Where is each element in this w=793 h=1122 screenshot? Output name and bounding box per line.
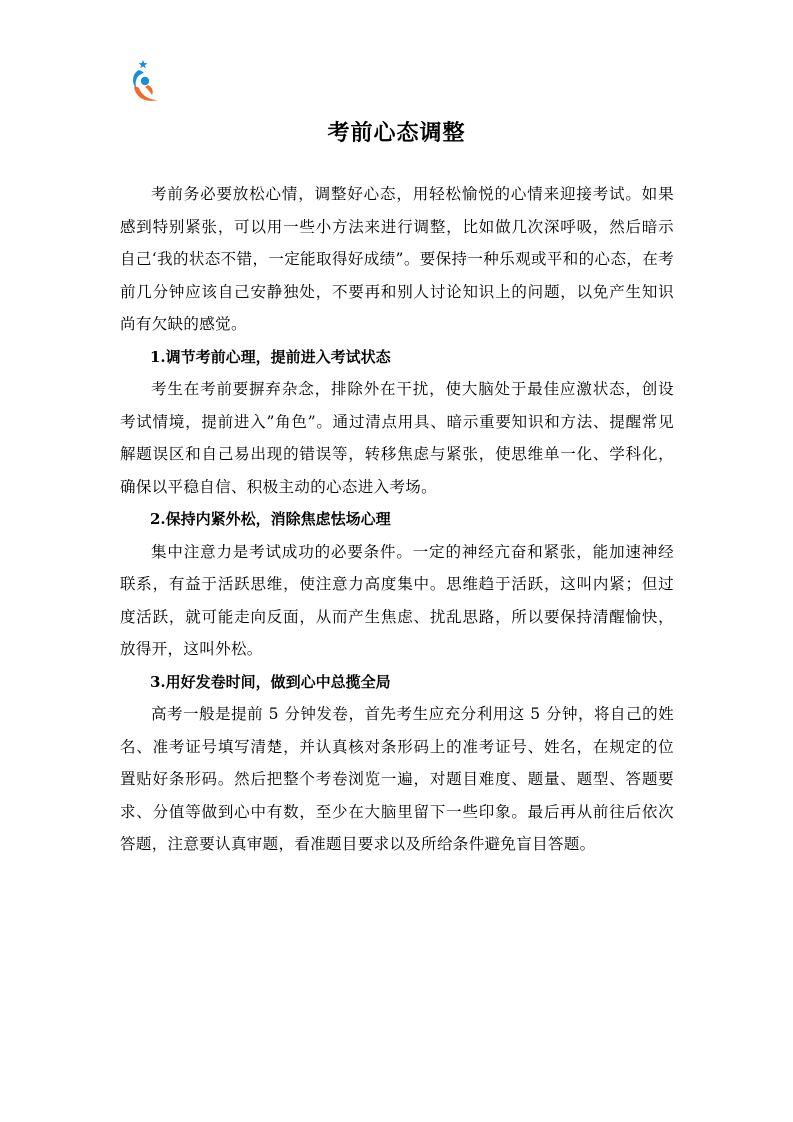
- section-heading-3: 3.用好发卷时间，做到心中总揽全局: [150, 672, 391, 691]
- section-body-3: 高考一般是提前 5 分钟发卷，首先考生应充分利用这 5 分钟，将自己的姓名、准考证号填写清楚，并认真核对条形码上的准考证号、姓名，在规定的位置贴好条形码。然后把整个考卷浏览一遍，对题目难度、题量、题型、答题要求、分值等做到心中有数，至少在大脑里留下一些印象。最后再从前往后依次答题，注意要认真审题，看准题目要求以及所给条件避免盲目答题。: [120, 705, 674, 853]
- section-heading-1: 1.调节考前心理，提前进入考试状态: [150, 347, 391, 366]
- section-heading-2: 2.保持内紧外松，消除焦虑怯场心理: [150, 510, 391, 528]
- page-title: 考前心态调整: [327, 120, 466, 146]
- intro-paragraph: 考前务必要放松心情，调整好心态，用轻松愉悦的心情来迎接考试。如果感到特别紧张，可以用一些小方法来进行调整，比如做几次深呼吸，然后暗示自己‘我的状态不错，一定能取得好成绩”。要保持一种乐观或平和的心态，在考前几分钟应该自己安静独处，不要再和别人讨论知识上的问题，以免产生知识尚有欠缺的感觉。: [120, 185, 674, 333]
- document-body: [120, 178, 674, 861]
- section-body-1: 考生在考前要摒弃杂念，排除外在干扰，使大脑处于最佳应激状态，创设考试情境，提前进入”角色”。通过清点用具、暗示重要知识和方法、提醒常见解题误区和自己易出现的错误等，转移焦虑与紧张，使思维单一化、学科化，确保以平稳自信、积极主动的心态进入考场。: [120, 380, 674, 496]
- section-body-2: 集中注意力是考试成功的必要条件。一定的神经亢奋和紧张，能加速神经联系，有益于活跃思维，使注意力高度集中。思维趋于活跃，这叫内紧；但过度活跃，就可能走向反面，从而产生焦虑、扰乱思路，所以要保持清醒愉快，放得开，这叫外松。: [120, 542, 674, 658]
- logo-icon: [130, 60, 160, 106]
